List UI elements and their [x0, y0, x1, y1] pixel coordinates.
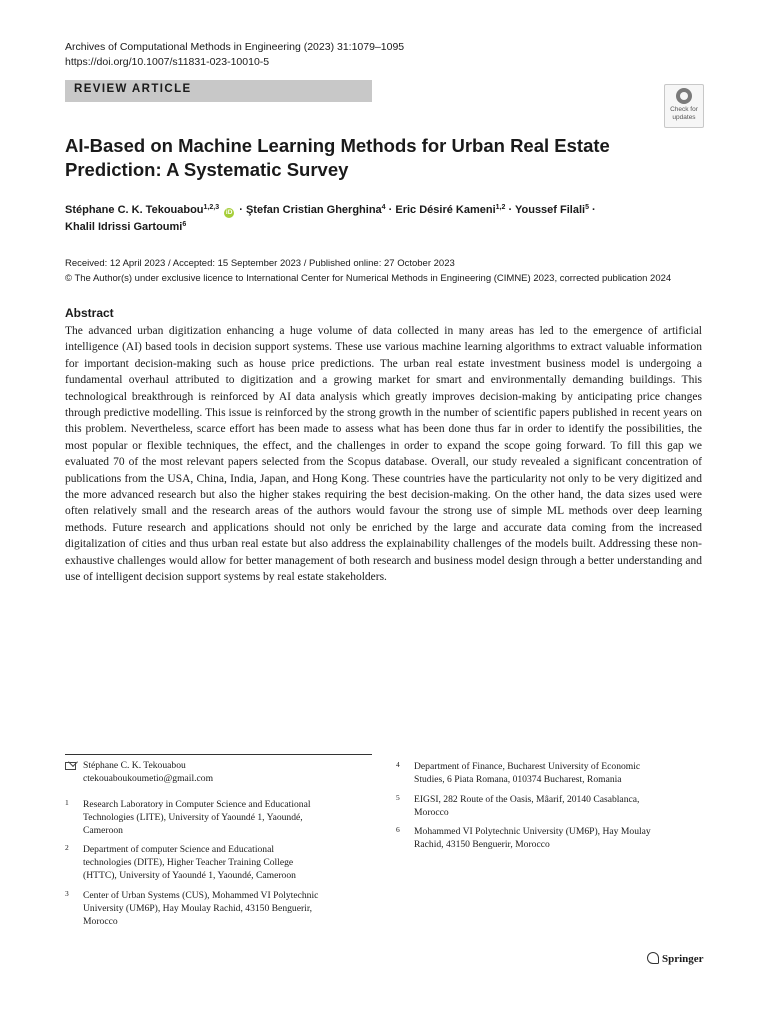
- author-name[interactable]: Ştefan Cristian Gherghina: [245, 204, 382, 216]
- author-name[interactable]: Eric Désiré Kameni: [395, 204, 496, 216]
- author-name[interactable]: Stéphane C. K. Tekouabou: [65, 204, 204, 216]
- affiliation-number: 6: [396, 825, 400, 834]
- publisher-logo: [647, 952, 704, 965]
- affiliation-line: Cameroon: [83, 824, 123, 836]
- title-line-1: AI-Based on Machine Learning Methods for Urban Real Estate: [65, 135, 610, 156]
- check-for-updates-badge[interactable]: [664, 84, 704, 128]
- affiliation-line: (HTTC), University of Yaoundé 1, Yaoundé, Cameroon: [83, 869, 296, 881]
- affiliation-line: EIGSI, 282 Route of the Oasis, Mâarif, 20140 Casablanca,: [414, 794, 640, 805]
- author-affiliation: 5: [585, 204, 589, 211]
- author-list: [65, 202, 685, 236]
- author-separator: ·: [508, 204, 513, 216]
- footnote-divider: [65, 754, 372, 755]
- affiliation-line: Technologies (LITE), University of Yaoundé 1, Yaoundé,: [83, 811, 303, 823]
- affiliation-line: technologies (DITE), Higher Teacher Training College: [83, 856, 294, 868]
- check-updates-icon: [676, 88, 692, 104]
- author-separator: ·: [388, 204, 393, 216]
- check-updates-label: Check for updates: [670, 106, 698, 121]
- author-affiliation: 1,2: [495, 204, 506, 211]
- affiliation-line: Mohammed VI Polytechnic University (UM6P), Hay Moulay: [414, 826, 651, 837]
- abstract-body: The advanced urban digitization enhancing a huge volume of data collected in many areas has led to the emergence of artificial intelligence (AI) based tools in decision support systems. These use various machine learning algorithms to extract valuable information for important decision-making such as house price predictions. The urban real estate investment business model is undergoing a fundamental overhaul attributed to digitization and a growing market for smart and environmentally demanding buildings. This technological breakthrough is reinforced by AI data analysis which greatly improves decision-making by anticipating price changes through predictive modelling. This issue is reinforced by the strong growth in the number of scientific papers published in recent years on this problem. Nevertheless, scarce effort has been made to assess what has been done thus far in order to identify the possibilities, the most popular or flexible techniques, the effect, and the challenges in order to expand the scope going forward. To fill this gap we evaluated 70 of the most relevant papers selected from the Scopus database. Overall, our study revealed a significant concentration of publications from the USA, China, India, Japan, and Hong Kong. These countries have the particularity not only to be very digitized and the more advanced research but also the higher stakes requiring the best decision-making. On the other hand, the data sizes used were often relatively small and the research areas of the authors would favour the strong use of simple ML methods over deep learning methods. Future research and applications should not only be enriched by the large and accurate data coming from the increased digitalization of cities and thus urban real estate but also address the explainability challenges of the models built. Addressing these non-exhaustive challenges would allow for better management of both research and business model design through a better understanding and use of intelligent decision support systems by real estate stakeholders.: [65, 325, 702, 584]
- orcid-icon[interactable]: iD: [225, 209, 233, 216]
- affiliation-3: [65, 890, 365, 930]
- affiliation-number: 1: [65, 798, 69, 807]
- affiliation-line: Studies, 6 Piata Romana, 010374 Bucharest, Romania: [414, 773, 622, 785]
- affiliation-line: Morocco: [83, 915, 118, 927]
- paper-title: [65, 134, 625, 182]
- affiliation-line: Morocco: [414, 806, 449, 818]
- affiliation-4: [396, 761, 706, 789]
- corresponding-author: [65, 760, 365, 788]
- affiliation-2: [65, 844, 365, 884]
- springer-horse-icon: [647, 952, 659, 964]
- affiliation-line: Research Laboratory in Computer Science and Educational: [83, 799, 311, 810]
- affiliation-line: Department of Finance, Bucharest University of Economic: [414, 761, 641, 772]
- affiliation-number: 2: [65, 843, 69, 852]
- affiliation-number: 5: [396, 793, 400, 802]
- affiliation-5: [396, 794, 706, 822]
- affiliation-6: [396, 826, 706, 854]
- author-affiliation: 1,2,3: [203, 204, 220, 211]
- title-line-2: Prediction: A Systematic Survey: [65, 159, 349, 180]
- affiliation-line: University (UM6P), Hay Moulay Rachid, 43150 Benguerir,: [83, 902, 313, 914]
- history-dates: Received: 12 April 2023 / Accepted: 15 September 2023 / Published online: 27 October 2023: [65, 258, 455, 269]
- journal-header: [65, 40, 404, 70]
- author-affiliation: 4: [381, 204, 386, 211]
- author-name[interactable]: Youssef Filali: [514, 204, 586, 216]
- corresponding-name: Stéphane C. K. Tekouabou: [83, 760, 186, 771]
- publisher-name: Springer: [662, 953, 704, 965]
- affiliation-1: [65, 799, 365, 839]
- affiliation-number: 3: [65, 889, 69, 898]
- journal-citation: Archives of Computational Methods in Engineering (2023) 31:1079–1095: [65, 41, 405, 53]
- affiliation-line: Center of Urban Systems (CUS), Mohammed VI Polytechnic: [83, 890, 319, 901]
- author-affiliation: 6: [182, 221, 187, 228]
- affiliation-number: 4: [396, 760, 400, 769]
- corresponding-email[interactable]: ctekouaboukoumetio@gmail.com: [83, 772, 214, 784]
- copyright-notice: © The Author(s) under exclusive licence to International Center for Numerical Methods in Engineering (CIMNE) 2023, corrected publication 2024: [65, 272, 672, 284]
- author-separator: ·: [239, 204, 243, 216]
- affiliation-line: Department of computer Science and Educational: [83, 844, 274, 855]
- author-name[interactable]: Khalil Idrissi Gartoumi: [65, 221, 183, 233]
- abstract-heading: Abstract: [65, 306, 114, 320]
- doi-link[interactable]: https://doi.org/10.1007/s11831-023-10010-5: [65, 56, 270, 68]
- article-type-label: REVIEW ARTICLE: [74, 83, 192, 95]
- publication-dates: [65, 257, 725, 286]
- author-separator: ·: [592, 204, 596, 216]
- affiliation-line: Rachid, 43150 Benguerir, Morocco: [414, 838, 550, 850]
- envelope-icon: [65, 762, 76, 770]
- article-type-banner: [65, 80, 372, 102]
